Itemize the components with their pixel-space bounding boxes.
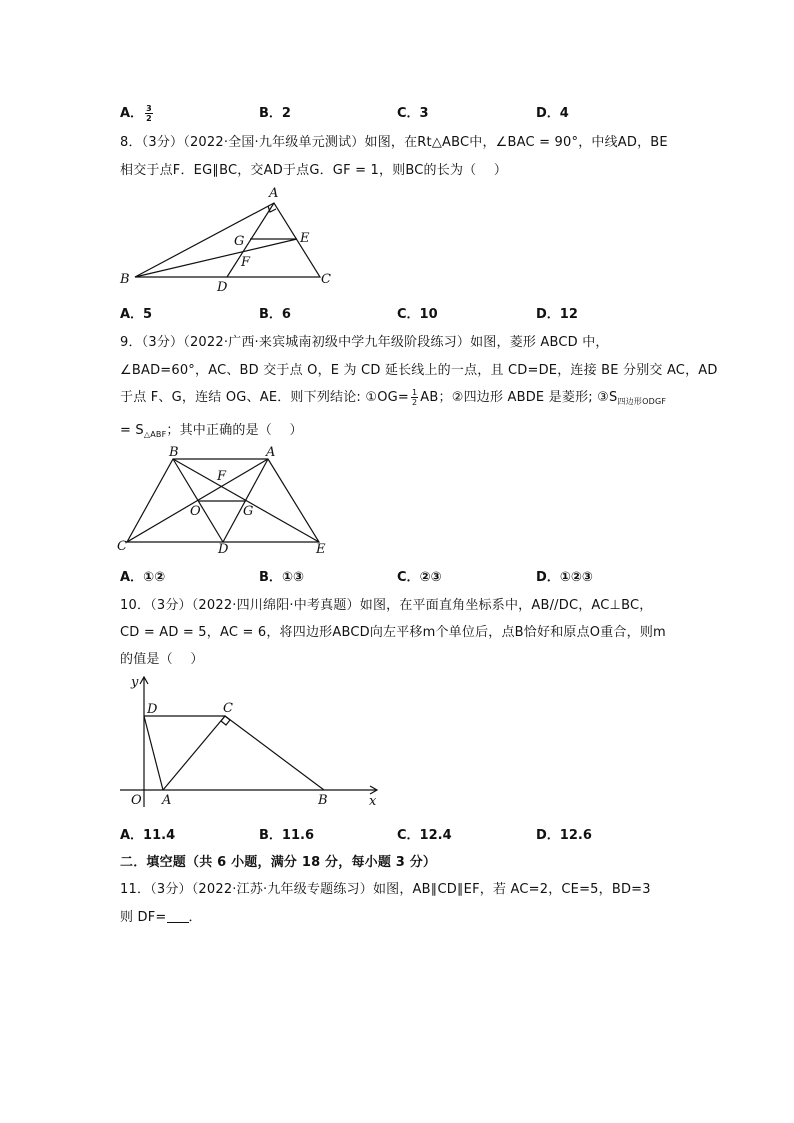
q10-segment-ac — [163, 716, 225, 790]
q9-option-d: D．①②③ — [536, 570, 593, 585]
q10-label-b: B — [318, 793, 328, 808]
q10-label-o: O — [131, 793, 142, 808]
q7-option-a-denominator: 2 — [146, 114, 152, 123]
q7-option-c: C．3 — [397, 106, 429, 121]
q9-fraction-half — [411, 388, 418, 407]
q11-stem-line2 — [120, 906, 202, 925]
q8-label-g: G — [234, 234, 245, 249]
q8-label-c: C — [321, 272, 331, 287]
q8-label-e: E — [300, 231, 310, 246]
q8-option-b: B．6 — [259, 307, 291, 322]
q9-label-d: D — [218, 542, 229, 557]
q10-label-a: A — [162, 793, 172, 808]
q10-segment-dcb — [144, 716, 324, 790]
q10-option-c: C．12.4 — [397, 828, 452, 843]
q10-option-b: B．11.6 — [259, 828, 314, 843]
q9-label-e: E — [316, 542, 326, 557]
q7-option-a-fraction — [145, 104, 153, 123]
q11-stem-line2-end: ． — [188, 910, 202, 925]
q8-label-d: D — [217, 280, 228, 294]
q9-area-subscript-2: △ABF — [143, 430, 167, 439]
q10-label-d: D — [147, 702, 158, 717]
q9-stem-line4-text: = S — [120, 423, 144, 438]
q8-stem-line1: 8．（3分）（2022·全国·九年级单元测试）如图，在Rt△ABC中，∠BAC = 90°，中线AD，BE — [120, 135, 668, 150]
q10-stem-line3: 的值是（ ） — [120, 652, 204, 667]
q9-stem-line3-text: 于点 F、G，连结 OG、AE．则下列结论: ①OG= — [120, 390, 409, 405]
q8-label-f: F — [241, 255, 251, 270]
q9-stem-line4-end: ；其中正确的是（ ） — [166, 423, 303, 438]
q9-option-b: B．①③ — [259, 570, 304, 585]
q7-option-a — [120, 102, 155, 123]
q10-segment-da — [144, 716, 163, 790]
q8-label-a: A — [269, 186, 279, 201]
q9-fraction-denominator: 2 — [412, 398, 418, 407]
q9-fraction-numerator: 1 — [412, 388, 418, 397]
q7-option-b: B．2 — [259, 106, 291, 121]
q9-label-o: O — [190, 504, 201, 519]
q9-label-c: C — [117, 539, 127, 554]
q9-label-a: A — [266, 445, 276, 460]
q7-option-a-label: A． — [120, 106, 144, 121]
q11-answer-blank[interactable] — [167, 910, 189, 923]
q10-option-d: D．12.6 — [536, 828, 592, 843]
q9-stem-line1: 9．（3分）（2022·广西·来宾城南初级中学九年级阶段练习）如图，菱形 ABCD 中， — [120, 335, 609, 350]
q9-stem-line2: ∠BAD=60°，AC、BD 交于点 O，E 为 CD 延长线上的一点，且 CD=DE，连接 BE 分别交 AC，AD — [120, 363, 718, 378]
q10-figure — [115, 670, 385, 812]
section-2-title: 二．填空题（共 6 小题，满分 18 分，每小题 3 分） — [120, 855, 437, 870]
q7-option-a-numerator: 3 — [146, 104, 152, 113]
q9-figure — [112, 442, 338, 558]
q9-stem-line3-mid: AB；②四边形 ABDE 是菱形; ③S — [420, 390, 618, 405]
q10-stem-line1: 10．（3分）（2022·四川绵阳·中考真题）如图，在平面直角坐标系中，AB//DC，AC⊥BC， — [120, 598, 653, 613]
q8-stem-line2: 相交于点F．EG∥BC，交AD于点G．GF = 1，则BC的长为（ ） — [120, 163, 508, 178]
q9-area-subscript-1: 四边形ODGF — [617, 397, 667, 406]
q10-stem-line2: CD = AD = 5，AC = 6，将四边形ABCD向左平移m个单位后，点B恰好和原点O重合，则m — [120, 625, 666, 640]
q8-option-a: A．5 — [120, 307, 153, 322]
q9-label-g: G — [243, 504, 254, 519]
q9-label-b: B — [169, 445, 179, 460]
q9-option-a: A．①② — [120, 570, 166, 585]
q8-figure — [110, 182, 340, 294]
q9-label-f: F — [217, 469, 227, 484]
q9-option-c: C．②③ — [397, 570, 442, 585]
q8-label-b: B — [120, 272, 130, 287]
q9-stem-line3 — [120, 386, 666, 407]
q7-option-d: D．4 — [536, 106, 569, 121]
q10-option-a: A．11.4 — [120, 828, 176, 843]
q10-right-angle-mark — [221, 716, 230, 725]
q10-label-c: C — [223, 701, 233, 716]
q10-label-x: x — [369, 794, 377, 809]
q11-stem-line1: 11．（3分）（2022·江苏·九年级专题练习）如图，AB∥CD∥EF，若 AC=2，CE=5，BD=3 — [120, 882, 651, 897]
q10-label-y: y — [131, 675, 139, 690]
q8-median-be — [135, 239, 297, 277]
q9-stem-line4 — [120, 419, 303, 439]
q11-stem-line2-text: 则 DF= — [120, 910, 167, 925]
q8-option-c: C．10 — [397, 307, 438, 322]
q8-option-d: D．12 — [536, 307, 578, 322]
